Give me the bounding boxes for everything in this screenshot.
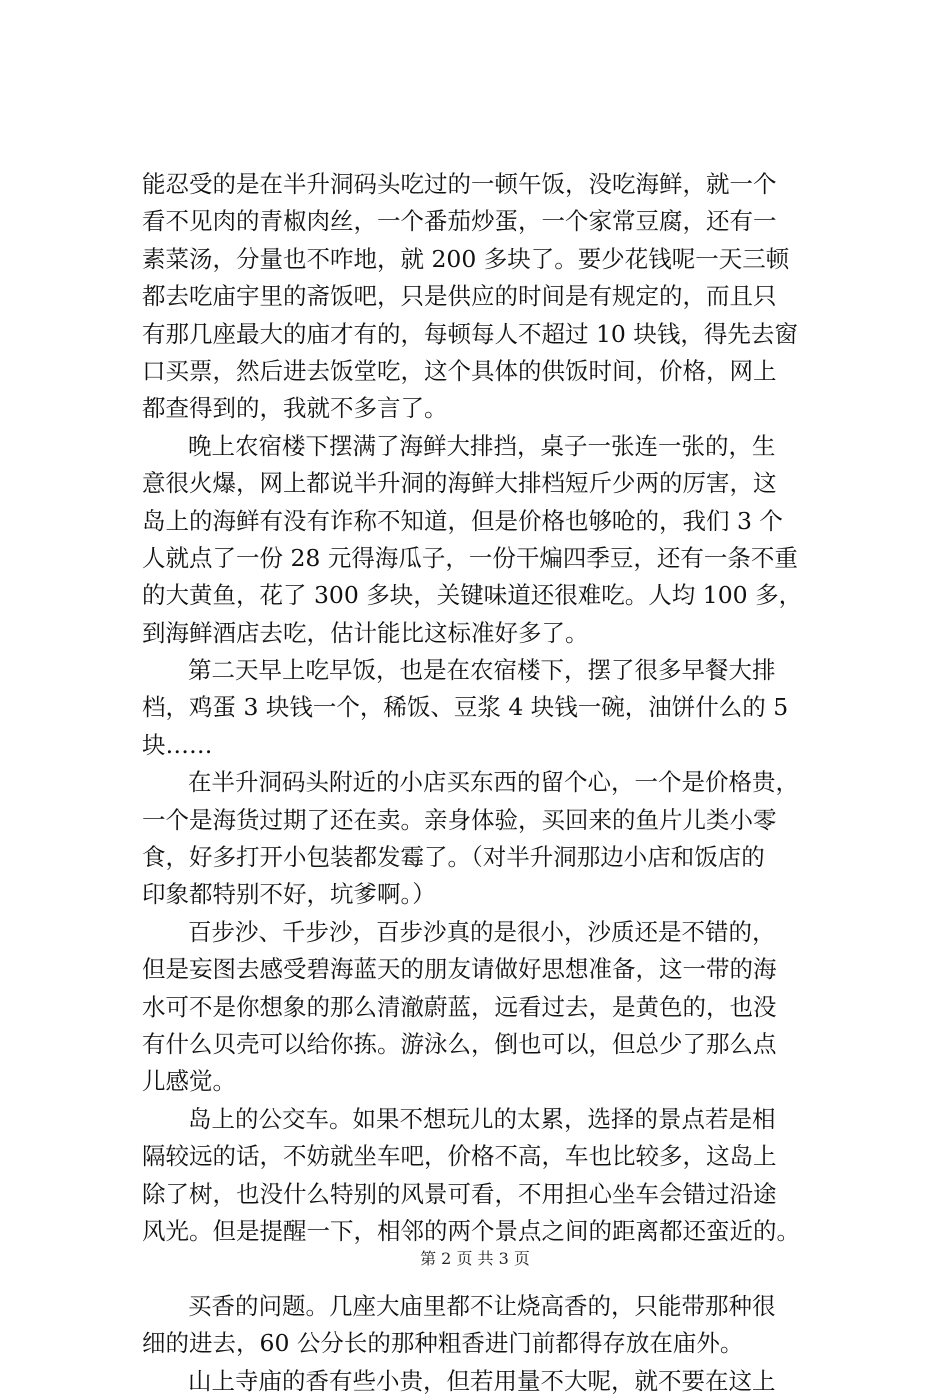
text-line: 水可不是你想象的那么清澈蔚蓝，远看过去，是黄色的，也没 bbox=[142, 992, 777, 1021]
text-line: 都查得到的，我就不多言了。 bbox=[142, 394, 448, 423]
text-line: 食，好多打开小包装都发霉了。（对半升洞那边小店和饭店的 bbox=[142, 843, 765, 872]
text-line: 一个是海货过期了还在卖。亲身体验，买回来的鱼片儿类小零 bbox=[142, 805, 777, 834]
text-line: 儿感觉。 bbox=[142, 1067, 236, 1096]
paragraph-first-line: 百步沙、千步沙，百步沙真的是很小，沙质还是不错的， bbox=[188, 917, 776, 946]
text-line: 人就点了一份 28 元得海瓜子，一份干煸四季豆，还有一条不重 bbox=[142, 543, 798, 572]
text-line: 印象都特别不好，坑爹啊。） bbox=[142, 880, 436, 909]
text-line: 有那几座最大的庙才有的，每顿每人不超过 10 块钱，得先去窗 bbox=[142, 319, 798, 348]
text-line: 到海鲜酒店去吃，估计能比这标准好多了。 bbox=[142, 618, 589, 647]
paragraph-first-line: 山上寺庙的香有些小贵，但若用量不大呢，就不要在这上 bbox=[188, 1366, 776, 1395]
text-line: 看不见肉的青椒肉丝，一个番茄炒蛋，一个家常豆腐，还有一 bbox=[142, 207, 777, 236]
paragraph-first-line: 买香的问题。几座大庙里都不让烧高香的，只能带那种很 bbox=[188, 1291, 776, 1320]
text-line: 风光。但是提醒一下，相邻的两个景点之间的距离都还蛮近的。 bbox=[142, 1216, 800, 1245]
text-line: 隔较远的话，不妨就坐车吧，价格不高，车也比较多，这岛上 bbox=[142, 1142, 777, 1171]
paragraph-first-line: 第二天早上吃早饭，也是在农宿楼下，摆了很多早餐大排 bbox=[188, 656, 776, 685]
text-line: 档，鸡蛋 3 块钱一个，稀饭、豆浆 4 块钱一碗，油饼什么的 5 bbox=[142, 693, 789, 722]
text-line: 除了树，也没什么特别的风景可看，不用担心坐车会错过沿途 bbox=[142, 1179, 777, 1208]
text-line: 意很火爆，网上都说半升洞的海鲜大排档短斤少两的厉害，这 bbox=[142, 469, 777, 498]
paragraph-first-line: 在半升洞码头附近的小店买东西的留个心，一个是价格贵， bbox=[188, 768, 799, 797]
text-line: 细的进去，60 公分长的那种粗香进门前都得存放在庙外。 bbox=[142, 1329, 744, 1358]
page-footer: 第 2 页 共 3 页 bbox=[420, 1249, 530, 1268]
text-line: 素菜汤，分量也不咋地，就 200 多块了。要少花钱呢一天三顿 bbox=[142, 244, 790, 273]
text-line: 能忍受的是在半升洞码头吃过的一顿午饭，没吃海鲜，就一个 bbox=[142, 170, 777, 198]
text-line: 都去吃庙宇里的斋饭吧，只是供应的时间是有规定的，而且只 bbox=[142, 282, 777, 311]
text-line: 块…… bbox=[142, 730, 213, 759]
paragraph-first-line: 晚上农宿楼下摆满了海鲜大排挡，桌子一张连一张的，生 bbox=[188, 431, 776, 460]
text-line: 但是妄图去感受碧海蓝天的朋友请做好思想准备，这一带的海 bbox=[142, 955, 777, 984]
document-body bbox=[142, 166, 832, 1400]
paragraph-first-line: 岛上的公交车。如果不想玩儿的太累，选择的景点若是相 bbox=[188, 1104, 776, 1133]
text-line: 岛上的海鲜有没有诈称不知道，但是价格也够呛的，我们 3 个 bbox=[142, 506, 783, 535]
text-line: 有什么贝壳可以给你拣。游泳么，倒也可以，但总少了那么点 bbox=[142, 1029, 777, 1058]
text-line: 的大黄鱼，花了 300 多块，关键味道还很难吃。人均 100 多， bbox=[142, 581, 803, 610]
text-line: 口买票，然后进去饭堂吃，这个具体的供饭时间，价格，网上 bbox=[142, 356, 777, 385]
